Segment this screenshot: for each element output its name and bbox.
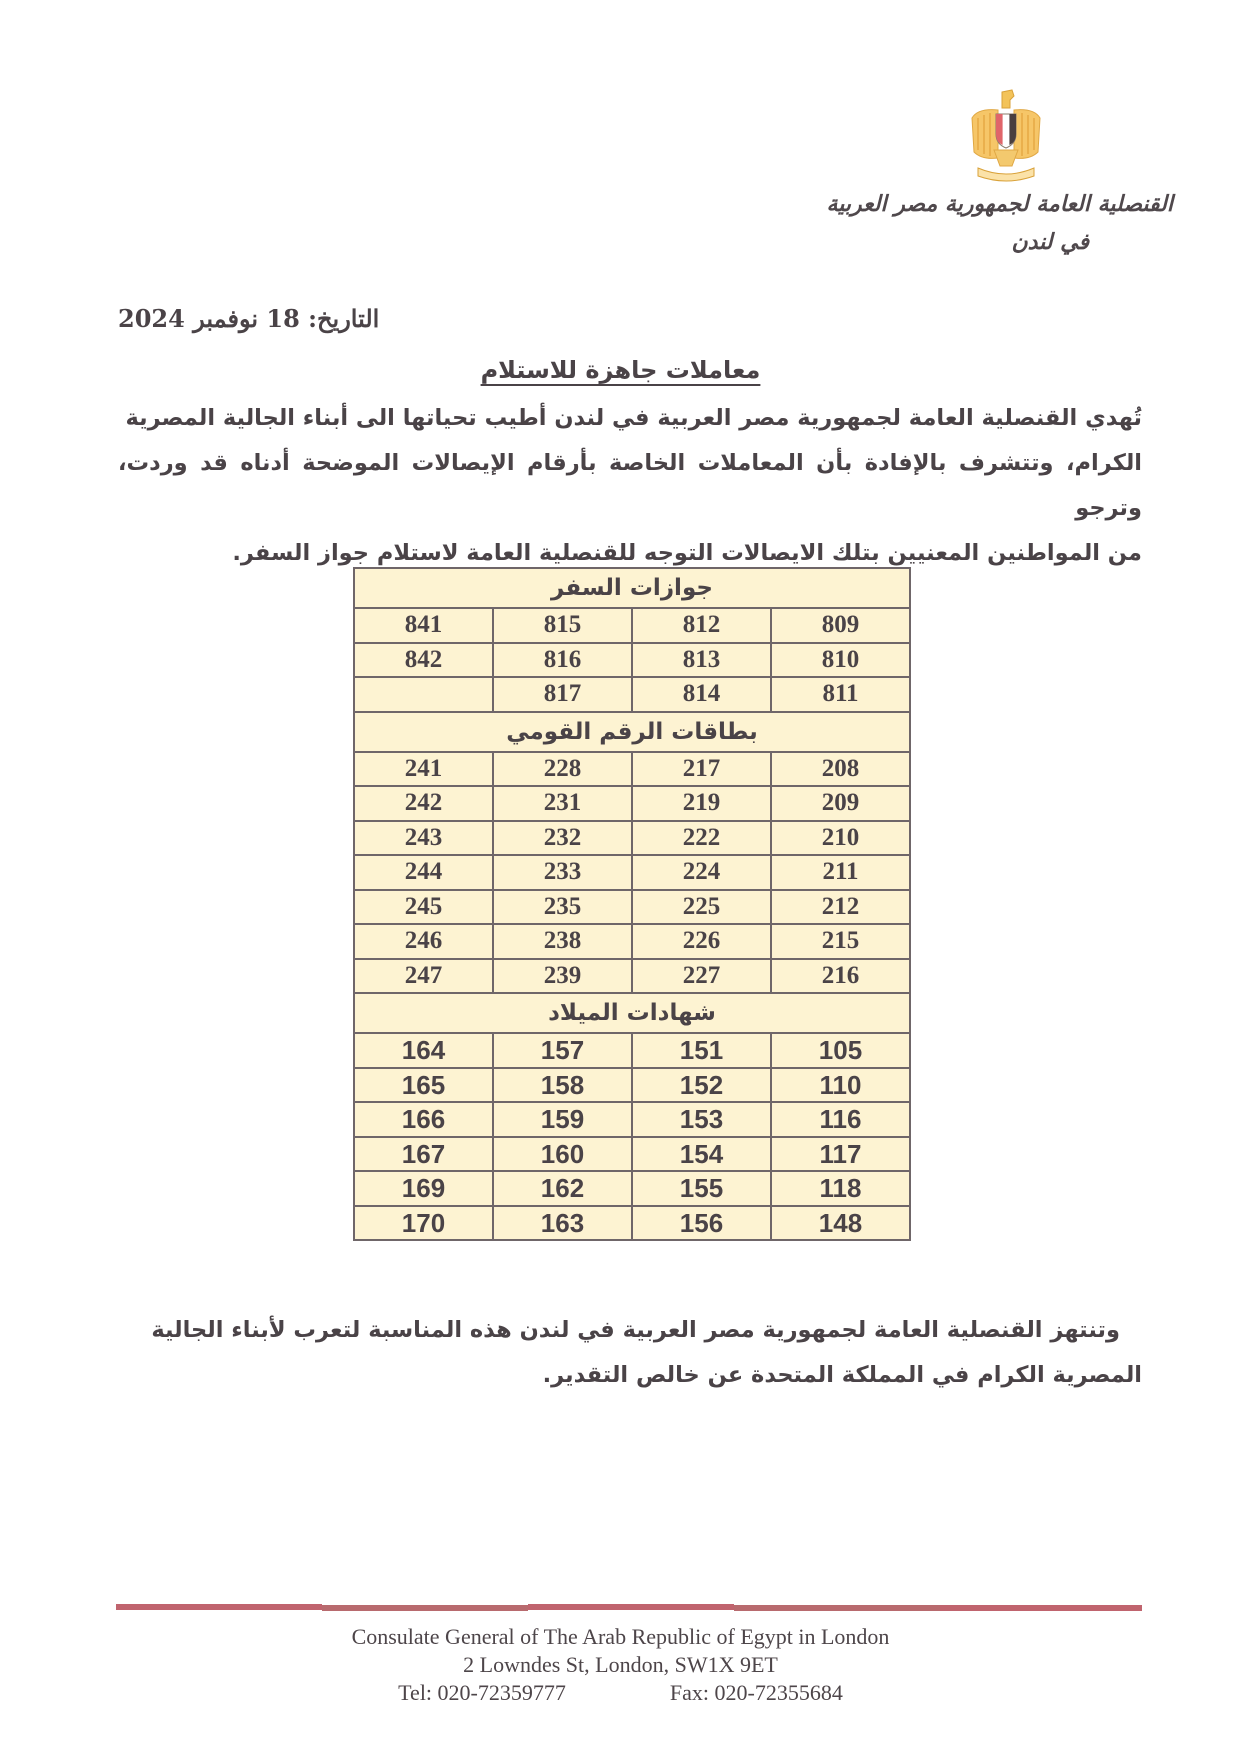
receipt-number: 164: [354, 1033, 493, 1068]
document-title-wrap: [0, 356, 1241, 384]
receipt-number: 224: [632, 855, 771, 890]
receipt-number: 809: [771, 608, 910, 643]
receipt-number: 227: [632, 959, 771, 994]
receipt-number: 239: [493, 959, 632, 994]
intro-paragraph: [118, 396, 1142, 576]
receipt-number: 165: [354, 1068, 493, 1103]
receipt-number: 167: [354, 1137, 493, 1172]
receipt-number: 155: [632, 1171, 771, 1206]
table-row: [354, 752, 910, 787]
receipt-number: 105: [771, 1033, 910, 1068]
receipt-number: 157: [493, 1033, 632, 1068]
receipt-number: 211: [771, 855, 910, 890]
footer-divider: [116, 1598, 1142, 1608]
receipt-number: 811: [771, 677, 910, 712]
section-title: بطاقات الرقم القومي: [354, 712, 910, 752]
section-header-birth-certificates: [354, 993, 910, 1033]
receipt-number: 216: [771, 959, 910, 994]
receipt-number: 212: [771, 890, 910, 925]
section-header-passports: [354, 568, 910, 608]
document-date: التاريخ: 18 نوفمبر 2024: [118, 304, 380, 333]
table-row: [354, 959, 910, 994]
table-row: [354, 1206, 910, 1241]
table-row: [354, 1137, 910, 1172]
footer-consulate-name: Consulate General of The Arab Republic of Egypt in London: [351, 1624, 890, 1649]
receipt-number: 156: [632, 1206, 771, 1241]
table-row: [354, 1102, 910, 1137]
receipt-number: 813: [632, 643, 771, 678]
receipt-number: 219: [632, 786, 771, 821]
receipt-number: 222: [632, 821, 771, 856]
receipt-number: 116: [771, 1102, 910, 1137]
receipt-number: 117: [771, 1137, 910, 1172]
receipt-number: 159: [493, 1102, 632, 1137]
receipt-number: 169: [354, 1171, 493, 1206]
table-row: [354, 608, 910, 643]
receipt-number: 246: [354, 924, 493, 959]
receipt-number: 247: [354, 959, 493, 994]
footer-fax: Fax: 020-72355684: [669, 1680, 843, 1705]
receipt-number: 812: [632, 608, 771, 643]
receipt-number: 209: [771, 786, 910, 821]
receipt-number: 210: [771, 821, 910, 856]
receipt-number: 148: [771, 1206, 910, 1241]
footer-contact: [0, 1680, 1241, 1706]
consulate-name-line-1: القنصلية العامة لجمهورية مصر العربية: [826, 192, 1173, 217]
receipt-number: 817: [493, 677, 632, 712]
receipt-number: 238: [493, 924, 632, 959]
receipts-table: [353, 567, 911, 1241]
receipt-number: 816: [493, 643, 632, 678]
receipt-number: 244: [354, 855, 493, 890]
table-row: [354, 786, 910, 821]
table-row: [354, 890, 910, 925]
receipt-number: 170: [354, 1206, 493, 1241]
intro-paragraph-line-1: تُهدي القنصلية العامة لجمهورية مصر العربية في لندن أطيب تحياتها الى أبناء الجالية المصرية: [125, 405, 1142, 431]
receipt-number: 154: [632, 1137, 771, 1172]
receipt-number: 110: [771, 1068, 910, 1103]
closing-paragraph-line-2: المصرية الكرام في المملكة المتحدة عن خالص التقدير.: [542, 1362, 1142, 1388]
receipt-number: 217: [632, 752, 771, 787]
receipt-number: 815: [493, 608, 632, 643]
table-row: [354, 1068, 910, 1103]
receipt-number: 153: [632, 1102, 771, 1137]
receipt-number: 841: [354, 608, 493, 643]
receipt-number: 152: [632, 1068, 771, 1103]
receipt-number: 810: [771, 643, 910, 678]
table-row: [354, 855, 910, 890]
table-row: [354, 643, 910, 678]
receipt-number: 232: [493, 821, 632, 856]
receipt-number: 162: [493, 1171, 632, 1206]
consulate-name-line-2: في لندن: [1011, 230, 1089, 255]
receipt-number: 160: [493, 1137, 632, 1172]
table-row: [354, 1033, 910, 1068]
receipt-number: 151: [632, 1033, 771, 1068]
receipt-number: 163: [493, 1206, 632, 1241]
section-header-national-id: [354, 712, 910, 752]
receipt-number: 215: [771, 924, 910, 959]
closing-paragraph: [118, 1308, 1142, 1398]
receipt-number: 208: [771, 752, 910, 787]
receipt-number: 242: [354, 786, 493, 821]
egypt-eagle-emblem-icon: [968, 88, 1044, 184]
receipt-number: 245: [354, 890, 493, 925]
footer-tel: Tel: 020-72359777: [398, 1680, 566, 1705]
receipt-number: 243: [354, 821, 493, 856]
intro-paragraph-line-2: الكرام، وتتشرف بالإفادة بأن المعاملات الخاصة بأرقام الإيصالات الموضحة أدناه قد وردت، وترجو: [118, 450, 1142, 521]
receipt-number: 166: [354, 1102, 493, 1137]
table-row: [354, 821, 910, 856]
intro-paragraph-line-3: من المواطنين المعنيين بتلك الايصالات التوجه للقنصلية العامة لاستلام جواز السفر.: [232, 540, 1142, 566]
receipt-number: 233: [493, 855, 632, 890]
table-row: [354, 677, 910, 712]
receipt-number: 158: [493, 1068, 632, 1103]
receipt-number: 225: [632, 890, 771, 925]
receipt-number-empty: [354, 677, 493, 712]
table-row: [354, 1171, 910, 1206]
receipt-number: 228: [493, 752, 632, 787]
receipt-number: 241: [354, 752, 493, 787]
receipt-number: 235: [493, 890, 632, 925]
receipt-number: 231: [493, 786, 632, 821]
receipt-number: 842: [354, 643, 493, 678]
table-row: [354, 924, 910, 959]
closing-paragraph-line-1: وتنتهز القنصلية العامة لجمهورية مصر العربية في لندن هذه المناسبة لتعرب لأبناء الجالية: [151, 1317, 1120, 1343]
section-title: جوازات السفر: [354, 568, 910, 608]
section-title: شهادات الميلاد: [354, 993, 910, 1033]
footer-address: 2 Lowndes St, London, SW1X 9ET: [463, 1652, 778, 1677]
receipt-number: 226: [632, 924, 771, 959]
receipt-number: 118: [771, 1171, 910, 1206]
document-title: معاملات جاهزة للاستلام: [480, 356, 761, 384]
receipt-number: 814: [632, 677, 771, 712]
